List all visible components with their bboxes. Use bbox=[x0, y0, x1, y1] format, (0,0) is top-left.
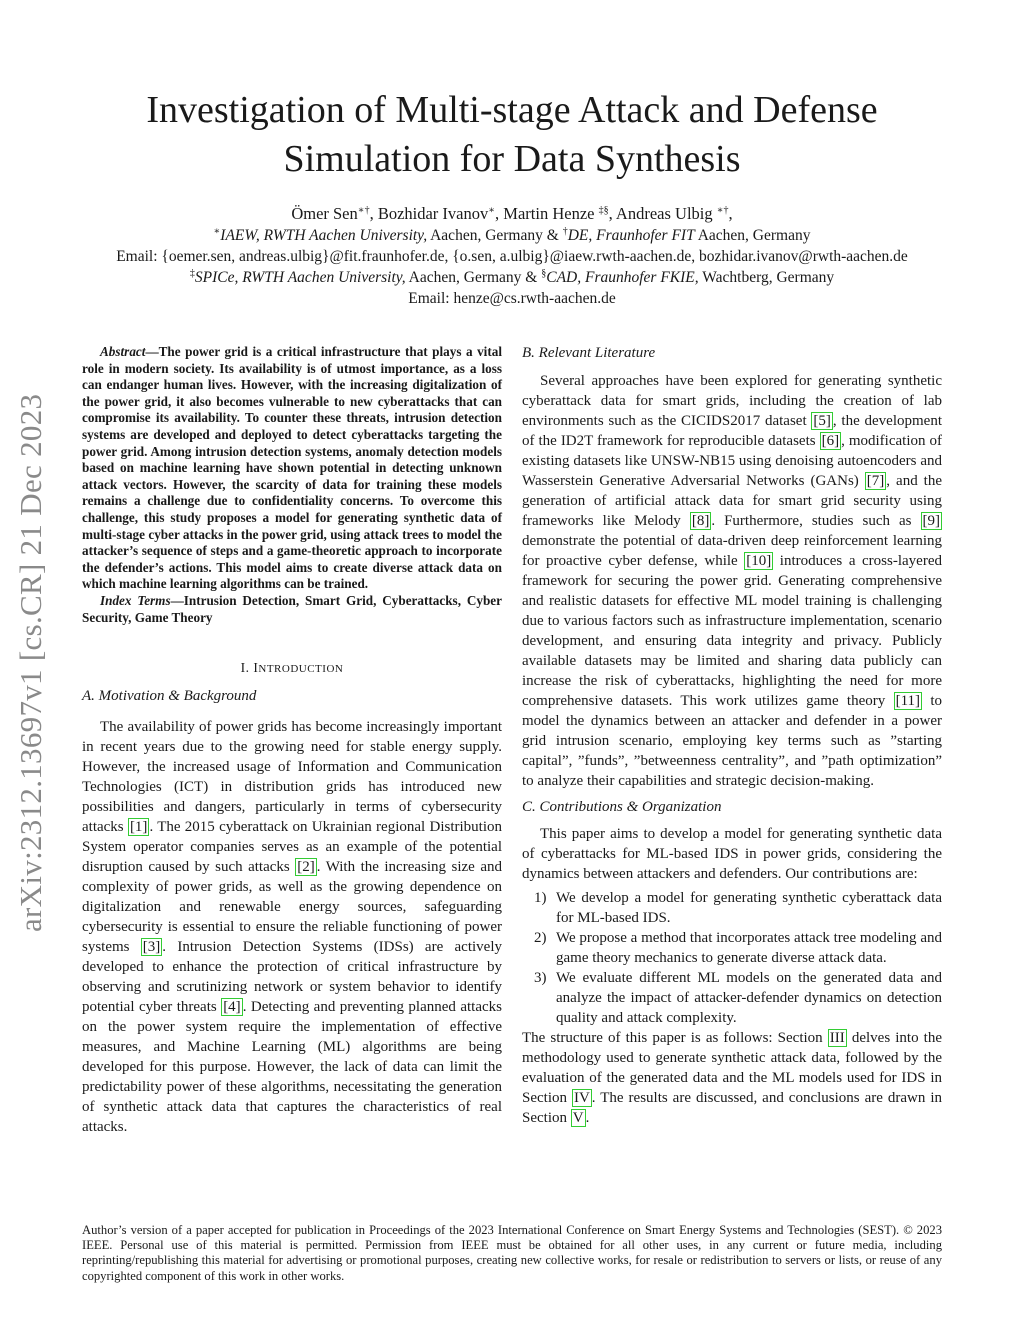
paper-title bbox=[60, 86, 964, 184]
abstract-text: —The power grid is a critical infrastructure that plays a vital role in modern society. Its availability is of utmost importance, as a loss can endanger human lives. However, with the increasing digitalization of the power grid, it also becomes vulnerable to new cyberattacks that can compromise its availability. To counter these threats, intrusion detection systems are developed and deployed to detect cyberattacks targeting the power grid. Among intrusion detection systems, anomaly detection models based on machine learning have shown potential in detecting unknown attack vectors. However, the scarcity of data for training these models remains a challenge due to confidentiality concerns. To overcome this challenge, this study proposes a model for generating synthetic data of multi-stage cyber attacks in the power grid, using attack trees to model the attacker’s sequence of steps and a game-theoretic approach to incorporate the defender’s actions. This model aims to create diverse attack data on which machine learning algorithms can be trained. bbox=[82, 344, 502, 592]
list-number: 1) bbox=[534, 890, 547, 906]
affiliation-line-1 bbox=[40, 225, 984, 246]
section-number: I. bbox=[240, 660, 254, 676]
paragraph-literature bbox=[522, 371, 942, 791]
paragraph-text: . The 2015 cyberattack on Ukrainian regional Distribution System operator companies serves as an example of the potential disruption caused by such attacks bbox=[82, 819, 502, 876]
citation-link[interactable]: [3] bbox=[142, 939, 161, 956]
paragraph-text: , and the generation of artificial attack data for smart grid security using frameworks like Melody bbox=[522, 473, 943, 529]
paragraph-structure bbox=[522, 1028, 942, 1128]
abstract-label: Abstract bbox=[100, 344, 146, 359]
list-item-text: We develop a model for generating synthetic cyberattack data for ML-based IDS. bbox=[556, 890, 942, 926]
list-number: 2) bbox=[534, 930, 547, 946]
list-number: 3) bbox=[534, 970, 547, 986]
email-line-1: Email: {oemer.sen, andreas.ulbig}@fit.fraunhofer.de, {o.sen, a.ulbig}@iaew.rwth-aachen.de, bozhidar.ivanov@rwth-aachen.de bbox=[116, 248, 908, 265]
affiliation-marker: § bbox=[541, 268, 547, 279]
paragraph-text: The structure of this paper is as follows: Section bbox=[522, 1030, 828, 1046]
paragraph-text: . The results are discussed, and conclusions are drawn in Section bbox=[522, 1090, 942, 1126]
citation-link[interactable]: [10] bbox=[746, 553, 772, 569]
contributions-list bbox=[522, 888, 942, 1028]
index-terms bbox=[82, 593, 502, 626]
index-terms-text: —Intrusion Detection, Smart Grid, Cyberattacks, Cyber Security, Game Theory bbox=[82, 592, 502, 625]
citation-link[interactable]: [7] bbox=[866, 473, 885, 489]
section-link[interactable]: IV bbox=[573, 1090, 590, 1106]
paragraph-text: . Furthermore, studies such as bbox=[711, 513, 921, 529]
email-line-2: Email: henze@cs.rwth-aachen.de bbox=[408, 290, 616, 307]
list-item bbox=[522, 968, 942, 1028]
author-marker: ∗† bbox=[357, 205, 370, 216]
paragraph-text: . With the increasing size and complexity of power grids, as well as the growing dependence on digitalization and renewable energy sources, safeguarding cybersecurity is essential to ensure the reliable functioning of power systems bbox=[82, 859, 502, 956]
subsection-heading-contributions: C. Contributions & Organization bbox=[522, 799, 722, 815]
subsection-heading-literature: B. Relevant Literature bbox=[522, 345, 656, 361]
author-name: , Andreas Ulbig bbox=[608, 204, 717, 223]
title-line-1: Investigation of Multi-stage Attack and Defense bbox=[146, 89, 878, 131]
paragraph-text: The availability of power grids has become increasingly important in recent years due to the growing need for stable energy supply. However, the increased usage of Information and Communication Technologies (ICT) in distribution grids has introduced new possibilities and dangers, particularly in terms of cybersecurity attacks bbox=[82, 719, 502, 836]
affiliation-location: Aachen, Germany & bbox=[427, 227, 563, 244]
author-marker: ∗ bbox=[488, 205, 496, 216]
section-title-smallcaps: NTRODUCTION bbox=[258, 663, 344, 676]
index-terms-label: Index Terms bbox=[100, 592, 171, 608]
affiliation-location: Aachen, Germany & bbox=[405, 269, 542, 286]
paragraph-text: delves into the methodology used to generate synthetic attack data, followed by the evaluation of the generated data and the ML models used for IDS in Section bbox=[522, 1030, 942, 1106]
abstract bbox=[82, 344, 502, 593]
affiliation-location: Wachtberg, Germany bbox=[698, 269, 835, 286]
paragraph-text: . bbox=[585, 1110, 590, 1126]
paragraph-text: Several approaches have been explored for generating synthetic cyberattack data for smart grids, including the creation of lab environments such as the CICIDS2017 dataset bbox=[522, 373, 942, 429]
paragraph-motivation bbox=[82, 717, 502, 1137]
affiliation-location: Aachen, Germany bbox=[694, 227, 811, 244]
citation-link[interactable]: [5] bbox=[813, 413, 831, 429]
author-list bbox=[40, 203, 984, 224]
paragraph-text: , modification of existing datasets like UNSW-NB15 using denoising autoencoders and Wasserstein Generative Adversarial Networks (GANs) bbox=[522, 433, 942, 489]
citation-link[interactable]: [11] bbox=[895, 693, 921, 709]
citation-link[interactable]: [6] bbox=[821, 433, 840, 449]
section-heading-introduction bbox=[82, 660, 502, 676]
affiliation-marker: ∗ bbox=[213, 226, 221, 237]
citation-link[interactable]: [9] bbox=[922, 513, 941, 529]
copyright-footer: Author’s version of a paper accepted for publication in Proceedings of the 2023 International Conference on Smart Energy Systems and Technologies (SEST). © 2023 IEEE. Personal use of this material is permitted. Permission from IEEE must be obtained for all other uses, in any current or future media, including reprinting/republishing this material for advertising or promotional purposes, creating new collective works, for resale or redistribution to servers or lists, or reuse of any copyrighted component of this work in other works. bbox=[82, 1223, 942, 1283]
author-name: , Bozhidar Ivanov bbox=[369, 204, 489, 223]
section-link[interactable]: III bbox=[829, 1030, 845, 1046]
paragraph-text: demonstrate the potential of data-driven deep reinforcement learning for proactive cyber defense, while bbox=[522, 533, 942, 569]
affiliation-line-2 bbox=[40, 267, 984, 288]
citation-link[interactable]: [4] bbox=[223, 999, 241, 1016]
author-separator: , bbox=[728, 204, 733, 223]
affiliation-org: DE, Fraunhofer FIT bbox=[567, 227, 695, 244]
author-name: , Martin Henze bbox=[495, 204, 599, 223]
list-item bbox=[522, 888, 942, 928]
left-column bbox=[82, 344, 502, 1137]
author-name: Ömer Sen bbox=[291, 204, 358, 223]
affiliation-org: IAEW, RWTH Aachen University, bbox=[220, 227, 428, 244]
author-marker: ‡§ bbox=[598, 205, 609, 216]
citation-link[interactable]: [1] bbox=[129, 819, 148, 836]
affiliation-org: SPICe, RWTH Aachen University, bbox=[194, 269, 406, 286]
paragraph-contributions-intro: This paper aims to develop a model for generating synthetic data of cyberattacks for ML-based IDS in power grids, considering the dynamics between attackers and defenders. Our contributions are: bbox=[522, 826, 942, 882]
paragraph-text: to model the dynamics between an attacker and defender in a power grid intrusion scenario, employing key terms such as ”starting capital”, ”funds”, ”betweenness centrality”, and ”path optimization” to analyze their capabilities and strategic decision-making. bbox=[522, 693, 942, 789]
paragraph-text: introduces a cross-layered framework for securing the power grid. Generating comprehensive and realistic datasets for effective ML model training is challenging due to various factors such as infrastructure implementation, scenario development, and ensuring data integrity and privacy. Publicly available datasets may be limited and sharing data publicly can increase the risk of cyberattacks, highlighting the need for more comprehensive datasets. This work utilizes game theory bbox=[522, 553, 942, 709]
affiliation-marker: ‡ bbox=[189, 268, 195, 279]
affiliation-org: CAD, Fraunhofer FKIE, bbox=[546, 269, 699, 286]
section-link[interactable]: V bbox=[572, 1110, 584, 1126]
arxiv-stamp: arXiv:2312.13697v1 [cs.CR] 21 Dec 2023 bbox=[13, 393, 48, 932]
section-initial: I bbox=[253, 660, 259, 676]
title-line-2: Simulation for Data Synthesis bbox=[283, 138, 741, 180]
list-item-text: We evaluate different ML models on the generated data and analyze the impact of attacker-defender dynamics on detection quality and attack complexity. bbox=[556, 970, 942, 1026]
subsection-heading-motivation: A. Motivation & Background bbox=[82, 688, 257, 705]
citation-link[interactable]: [2] bbox=[297, 859, 315, 876]
right-column bbox=[522, 343, 942, 1128]
affiliation-marker: † bbox=[562, 226, 568, 237]
paragraph-text: , the development of the ID2T framework for reproducible datasets bbox=[522, 413, 942, 449]
list-item bbox=[522, 928, 942, 968]
citation-link[interactable]: [8] bbox=[691, 513, 710, 529]
author-marker: ∗† bbox=[716, 205, 729, 216]
paragraph-text: . Intrusion Detection Systems (IDSs) are actively developed to enhance the protection of critical infrastructure by observing and scrutinizing network or system behavior to identify potential cyber threats bbox=[82, 939, 502, 1016]
paragraph-text: . Detecting and preventing planned attacks on the power system require the implementation of effective measures, and Machine Learning (ML) algorithms are being developed for this purpose. However, the lack of data can limit the predictability power of these algorithms, necessitating the generation of synthetic attack data that captures the characteristics of real attacks. bbox=[82, 999, 503, 1136]
list-item-text: We propose a method that incorporates attack tree modeling and game theory mechanics to generate diverse attack data. bbox=[556, 930, 942, 966]
